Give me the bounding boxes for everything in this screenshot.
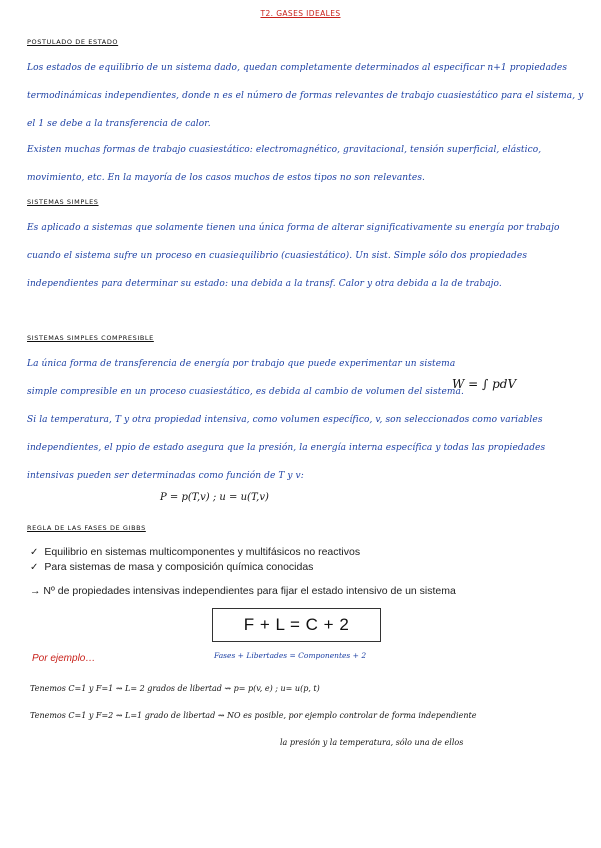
heading-simples: SISTEMAS SIMPLES <box>27 198 99 206</box>
heading-postulado: POSTULADO DE ESTADO <box>27 38 119 46</box>
example-line-3: la presión y la temperatura, sólo una de ellos <box>280 738 464 747</box>
gibbs-formula-box <box>212 608 381 642</box>
example-line-2: Tenemos C=1 y F=2 ⇝ L=1 grado de libertad ⇝ NO es posible, por ejemplo controlar de forma independiente <box>30 711 477 720</box>
gibbs-formula: F + L = C + 2 <box>243 615 350 634</box>
postulado-paragraph-1: Los estados de equilibrio de un sistema dado, quedan completamente determinados al especificar n+1 propiedades termodinámicas independientes, donde n es el número de formas relevantes de trabajo cuasiestático para el sistema, y el 1 se debe a la transferencia de calor. <box>27 63 584 129</box>
gibbs-bullet-list <box>30 545 360 575</box>
list-item <box>30 545 360 560</box>
bullet-text: Para sistemas de masa y composición química conocidas <box>44 561 314 573</box>
example-line-1: Tenemos C=1 y F=1 ⇝ L= 2 grados de libertad ⇝ p= p(v, e) ; u= u(p, t) <box>30 684 320 693</box>
independent-properties-note: → Nº de propiedades intensivas independientes para fijar el estado intensivo de un sistema <box>30 585 456 597</box>
checkmark-icon: ✓ <box>30 547 39 558</box>
work-equation: W = ∫ pdV <box>452 377 517 391</box>
checkmark-icon: ✓ <box>30 562 39 573</box>
page-title: T2. GASES IDEALES <box>260 9 341 18</box>
state-equation: P = p(T,v) ; u = u(T,v) <box>160 492 269 503</box>
simples-paragraph: Es aplicado a sistemas que solamente tienen una única forma de alterar significativamente su energía por trabajo cuando el sistema sufre un proceso en cuasiequilibrio (cuasiestático). Un sist. Simple sólo dos propiedades independientes para determinar su estado: una debida a la transf. Calor y otra debida a la de trabajo. <box>27 223 560 289</box>
heading-compresible: SISTEMAS SIMPLES COMPRESIBLE <box>27 334 154 342</box>
heading-gibbs: REGLA DE LAS FASES DE GIBBS <box>27 524 146 532</box>
compresible-paragraph-2: Si la temperatura, T y otra propiedad intensiva, como volumen específico, v, son seleccionados como variables independientes, el ppio de estado asegura que la presión, la energía interna específica y todas las propiedades intensivas pueden ser determinadas como función de T y v: <box>27 415 546 481</box>
formula-caption: Fases + Libertades = Componentes + 2 <box>214 651 367 660</box>
list-item <box>30 560 360 575</box>
postulado-paragraph-2: Existen muchas formas de trabajo cuasiestático: electromagnético, gravitacional, tensión superficial, elástico, movimiento, etc. En la mayoría de los casos muchos de estos tipos no son relevantes. <box>27 145 542 183</box>
bullet-text: Equilibrio en sistemas multicomponentes y multifásicos no reactivos <box>44 546 361 558</box>
example-label: Por ejemplo… <box>32 653 96 664</box>
compresible-paragraph-1: La única forma de transferencia de energía por trabajo que puede experimentar un sistema simple compresible en un proceso cuasiestático, es debida al cambio de volumen del sistema. <box>27 359 464 397</box>
